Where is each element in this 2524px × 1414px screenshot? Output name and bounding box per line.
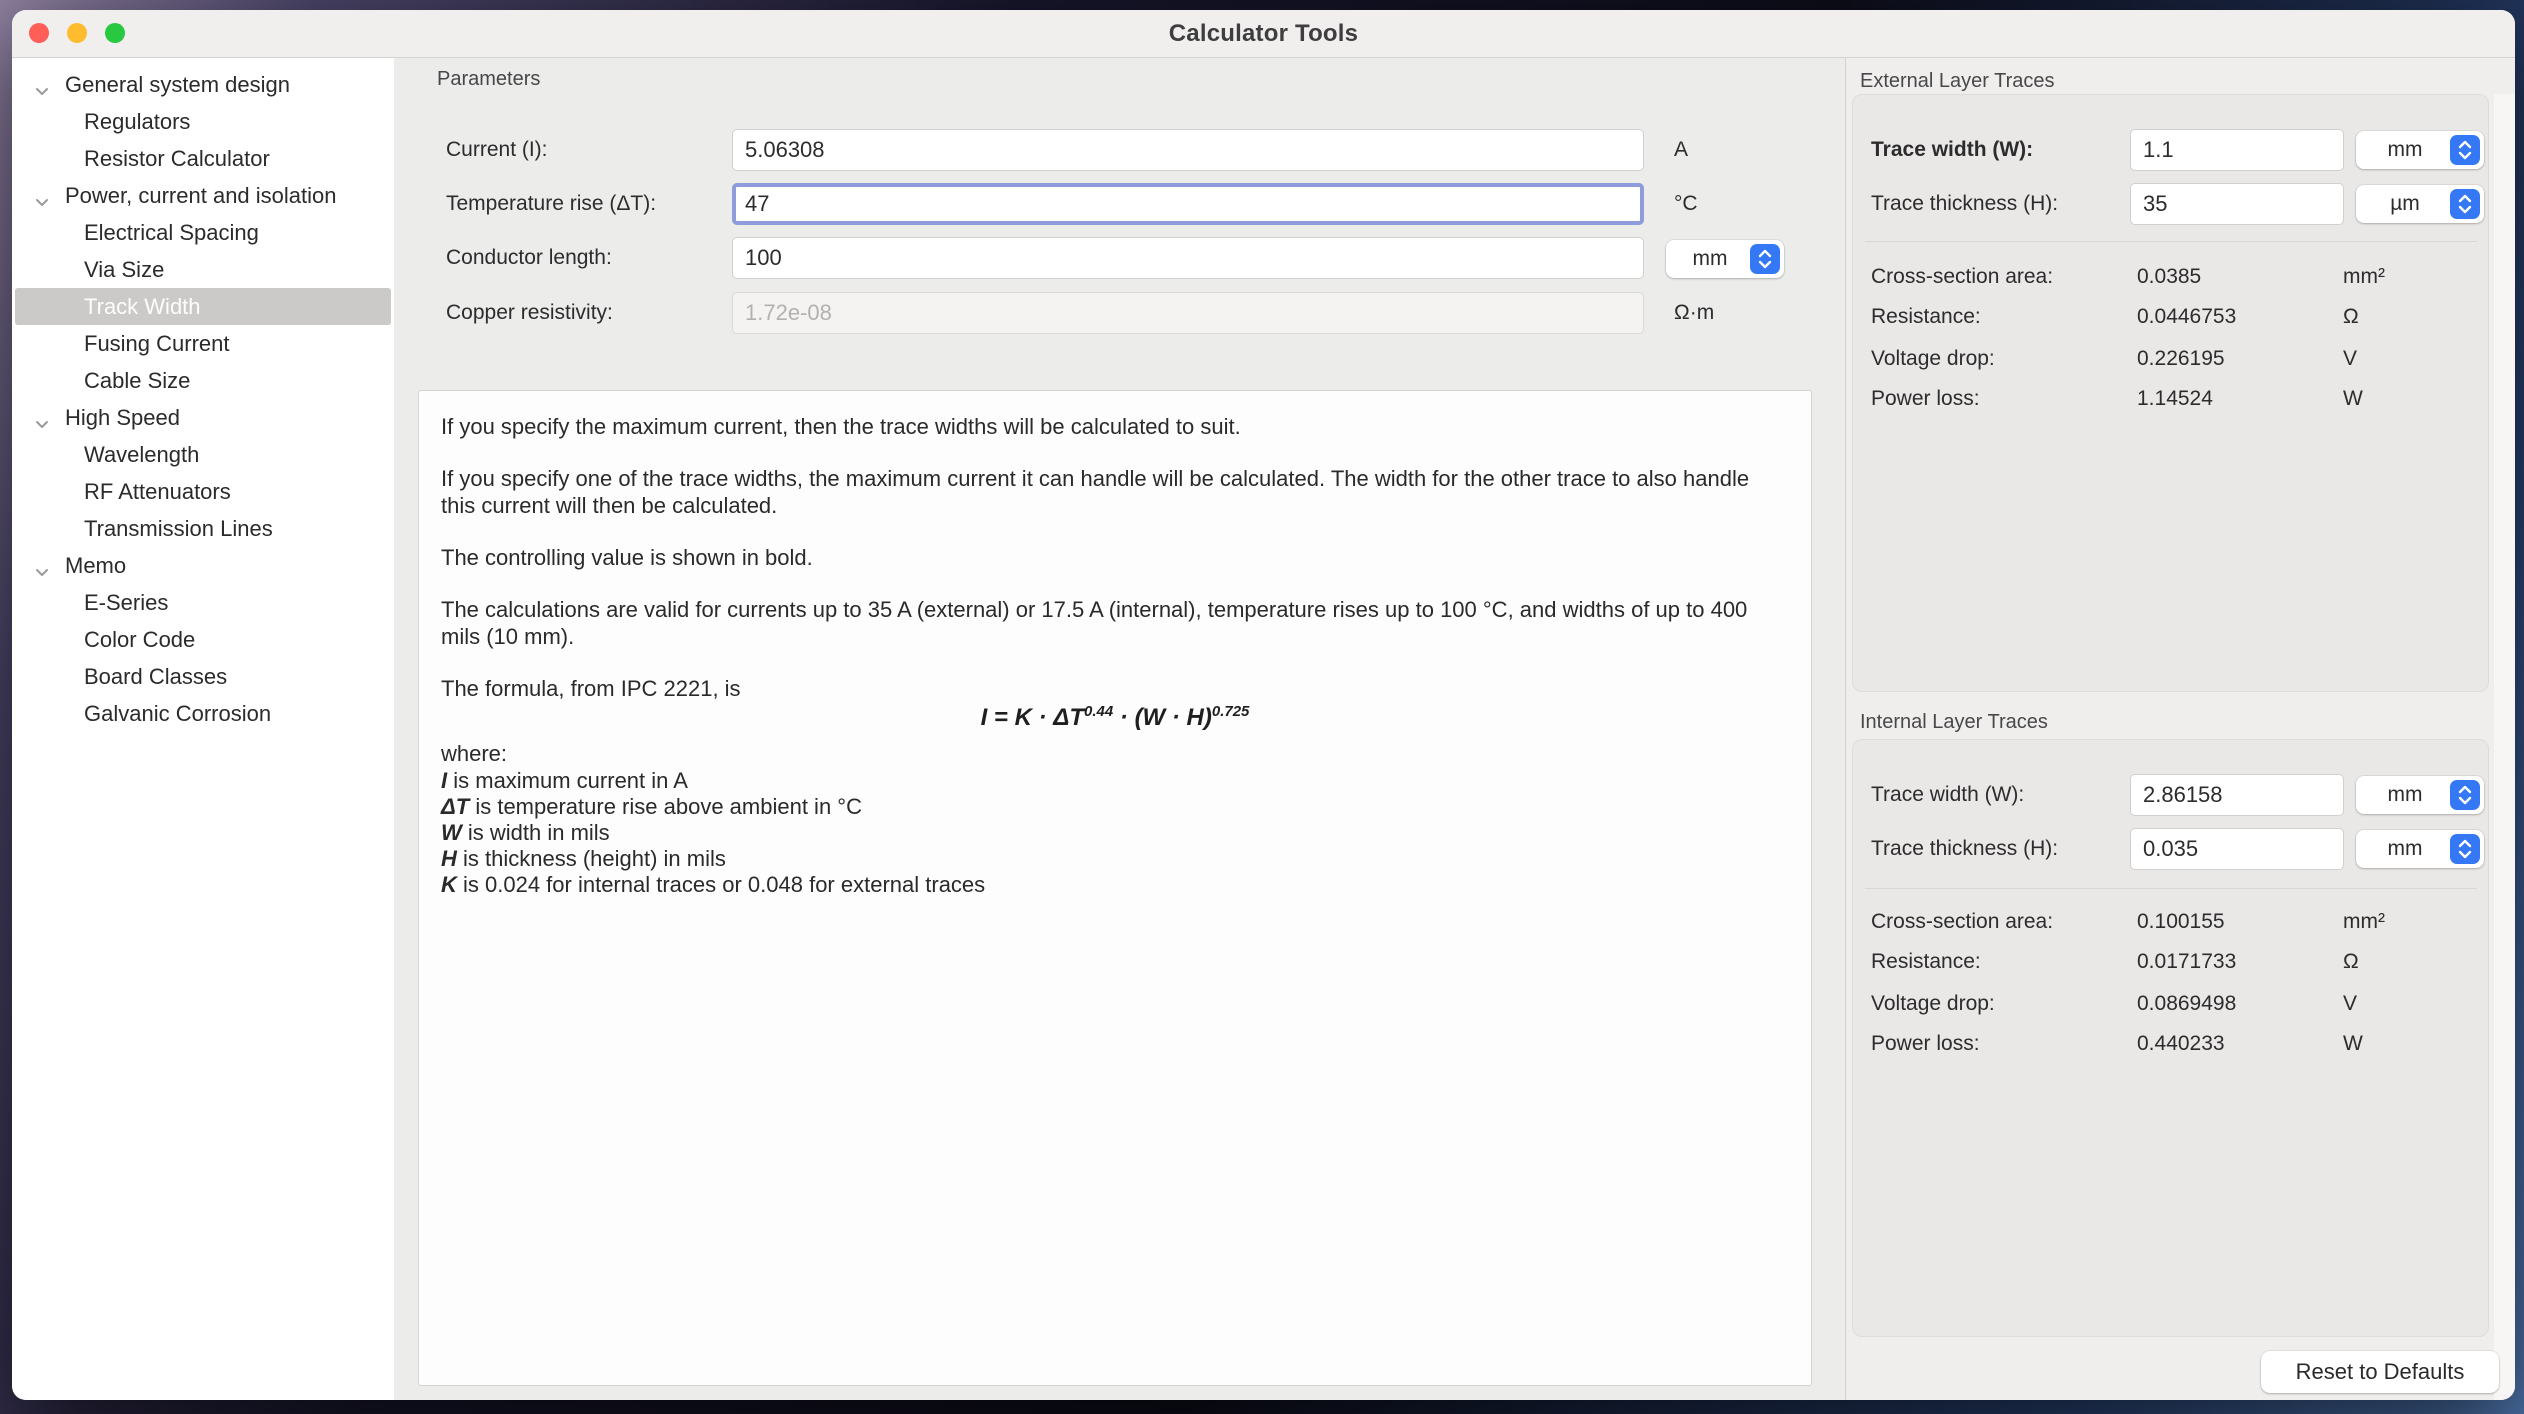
chevron-down-icon[interactable] [32,408,52,428]
definition-row: W is width in mils [441,820,610,845]
sidebar-item-label: Resistor Calculator [84,146,270,171]
sidebar-item-rf-attenuators[interactable] [12,473,394,510]
sidebar-item-label: Via Size [84,257,165,282]
result-label: Cross-section area: [1871,265,2054,288]
result-value: 0.440233 [2137,1032,2225,1055]
result-unit: V [2343,347,2358,370]
chevron-down-icon[interactable] [32,556,52,576]
result-unit: W [2343,1032,2363,1055]
sidebar-item-cable-size[interactable] [12,362,394,399]
sidebar-item-general-system-design[interactable] [12,66,394,103]
result-unit: W [2343,387,2363,410]
result-value: 0.0171733 [2137,950,2237,973]
sidebar-item-label: E-Series [84,590,169,615]
selected-unit: mm [2387,783,2423,806]
help-paragraph: If you specify one of the trace widths, the maximum current it can handle will be calculated. The width for the other trace to also handle this current will then be calculated. [441,466,1750,518]
result-value: 1.14524 [2137,387,2213,410]
internal-trace-thickness-input[interactable] [2130,828,2344,870]
result-label: Cross-section area: [1871,910,2054,933]
internal-trace-width-input[interactable] [2130,774,2344,816]
definition-row: I is maximum current in A [441,768,688,793]
sidebar-item-via-size[interactable] [12,251,394,288]
result-unit: V [2343,992,2358,1015]
sidebar-item-label: High Speed [65,405,180,430]
temperature-rise-unit: °C [1674,192,1698,215]
sidebar-item-label: Board Classes [84,664,228,689]
conductor-length-unit-select[interactable] [1666,240,1784,278]
result-value: 0.226195 [2137,347,2225,370]
internal-trace-thickness-label: Trace thickness (H): [1871,837,2059,860]
result-label: Resistance: [1871,950,1981,973]
sidebar-item-label: General system design [65,72,290,97]
sidebar-item-label: Track Width [84,294,201,319]
external-layer-traces-box [1852,94,2489,692]
sidebar-item-label: Transmission Lines [84,516,273,541]
help-text-box [418,390,1812,1386]
selected-unit: µm [2390,192,2420,215]
definition-row: H is thickness (height) in mils [441,846,726,871]
definition-row: ΔT is temperature rise above ambient in °C [441,794,862,819]
copper-resistivity-label: Copper resistivity: [446,301,613,324]
copper-resistivity-input [732,292,1644,334]
conductor-length-label: Conductor length: [446,246,612,269]
definition-row: K is 0.024 for internal traces or 0.048 for external traces [441,872,986,897]
help-paragraph: The formula, from IPC 2221, is [441,676,741,701]
parameters-section-label: Parameters [437,68,541,90]
where-label: where: [441,741,508,766]
layer-traces-panel [1845,58,2515,1400]
sidebar-item-regulators[interactable] [12,103,394,140]
sidebar-item-high-speed[interactable] [12,399,394,436]
sidebar-item-electrical-spacing[interactable] [12,214,394,251]
help-paragraph: The controlling value is shown in bold. [441,545,813,570]
result-label: Voltage drop: [1871,347,1995,370]
external-trace-thickness-input[interactable] [2130,183,2344,225]
sidebar-item-track-width[interactable] [15,288,391,325]
result-value: 0.0385 [2137,265,2202,288]
external-trace-thickness-unit-select[interactable] [2356,185,2484,223]
titlebar[interactable] [12,10,2515,58]
result-value: 0.0869498 [2137,992,2237,1015]
result-label: Power loss: [1871,1032,1980,1055]
selected-unit: mm [2387,837,2423,860]
sidebar-item-label: Wavelength [84,442,200,467]
current-unit: A [1674,138,1689,161]
sidebar-item-board-classes[interactable] [12,658,394,695]
track-width-parameters-panel [394,58,1845,1400]
chevron-down-icon[interactable] [32,186,52,206]
stepper-icon [2450,780,2480,810]
calculator-tools-window [12,10,2515,1400]
sidebar-item-label: Color Code [84,627,196,652]
external-trace-width-unit-select[interactable] [2356,131,2484,169]
scroll-gutter [2494,94,2515,1400]
stepper-icon [1750,244,1780,274]
temperature-rise-input[interactable] [732,183,1644,225]
sidebar-item-transmission-lines[interactable] [12,510,394,547]
sidebar-item-label: Cable Size [84,368,191,393]
sidebar-item-galvanic-corrosion[interactable] [12,695,394,732]
result-unit: Ω [2343,305,2359,328]
external-trace-width-input[interactable] [2130,129,2344,171]
result-label: Resistance: [1871,305,1981,328]
external-layer-traces-label: External Layer Traces [1860,70,2055,92]
divider [1865,888,2477,889]
internal-trace-width-unit-select[interactable] [2356,776,2484,814]
result-unit: mm² [2343,910,2385,933]
divider [1865,241,2477,242]
ipc2221-formula: $I = K \cdot \Delta T^{0.44} \cdot (W \cdot H)^{0.725}$ [980,703,1250,731]
sidebar-item-label: Galvanic Corrosion [84,701,272,726]
sidebar-item-fusing-current[interactable] [12,325,394,362]
sidebar-item-power-current-isolation[interactable] [12,177,394,214]
sidebar-item-label: Memo [65,553,127,578]
result-unit: mm² [2343,265,2385,288]
chevron-down-icon[interactable] [32,75,52,95]
current-label: Current (I): [446,138,548,161]
internal-layer-traces-label: Internal Layer Traces [1860,711,2048,733]
internal-trace-width-label: Trace width (W): [1871,783,2025,806]
sidebar-item-e-series[interactable] [12,584,394,621]
sidebar-item-resistor-calculator[interactable] [12,140,394,177]
selected-unit: mm [2387,138,2423,161]
internal-layer-traces-box [1852,739,2489,1337]
sidebar-item-memo[interactable] [12,547,394,584]
result-value: 0.100155 [2137,910,2225,933]
help-paragraph: If you specify the maximum current, then the trace widths will be calculated to suit. [441,414,1241,439]
sidebar-item-label: Fusing Current [84,331,230,356]
help-paragraph: The calculations are valid for currents up to 35 A (external) or 17.5 A (internal), temperature rises up to 100 °C, and widths of up to 400 mils (10 mm). [441,597,1748,649]
current-input[interactable] [732,129,1644,171]
selected-unit: mm [1692,247,1728,270]
external-trace-width-label: Trace width (W): [1871,138,2034,161]
external-trace-thickness-label: Trace thickness (H): [1871,192,2059,215]
result-label: Power loss: [1871,387,1980,410]
window-title: Calculator Tools [1168,20,1359,47]
temperature-rise-label: Temperature rise (ΔT): [446,192,657,215]
result-unit: Ω [2343,950,2359,973]
sidebar-item-label: RF Attenuators [84,479,231,504]
sidebar-item-label: Power, current and isolation [65,183,337,208]
result-label: Voltage drop: [1871,992,1995,1015]
internal-trace-thickness-unit-select[interactable] [2356,830,2484,868]
conductor-length-input[interactable] [732,237,1644,279]
result-value: 0.0446753 [2137,305,2237,328]
reset-to-defaults-button[interactable]: Reset to Defaults [2261,1351,2499,1393]
sidebar-item-label: Regulators [84,109,191,134]
stepper-icon [2450,834,2480,864]
stepper-icon [2450,189,2480,219]
sidebar-item-label: Electrical Spacing [84,220,259,245]
variable-definitions [441,768,1789,898]
sidebar-item-color-code[interactable] [12,621,394,658]
calculator-tree [12,58,394,1400]
sidebar-item-wavelength[interactable] [12,436,394,473]
copper-resistivity-unit: Ω·m [1674,301,1715,324]
stepper-icon [2450,135,2480,165]
